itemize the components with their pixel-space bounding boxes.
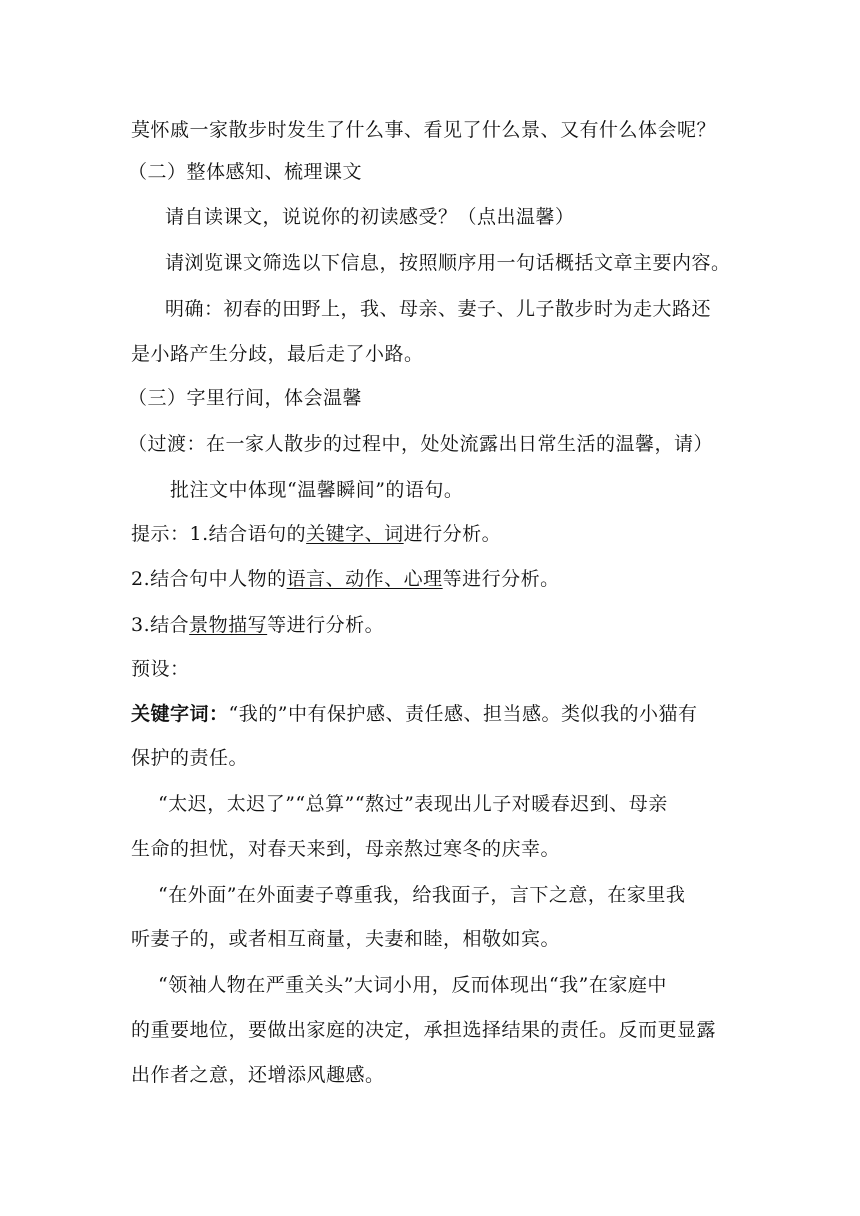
paragraph-line: 是小路产生分歧，最后走了小路。	[131, 343, 424, 365]
preset-label: 预设：	[131, 658, 190, 680]
paragraph-line: 出作者之意，还增添风趣感。	[131, 1064, 385, 1086]
hint-underlined: 景物描写	[189, 614, 268, 636]
hint-line-1	[131, 522, 501, 546]
paragraph-line: 请自读课文，说说你的初读感受？（点出温馨）	[165, 206, 575, 228]
hint-prefix: 3.结合	[131, 614, 190, 636]
hint-prefix: 2.结合句中人物的	[131, 568, 287, 590]
question-line: 莫怀戚一家散步时发生了什么事、看见了什么景、又有什么体会呢？	[131, 119, 717, 141]
paragraph-line: 批注文中体现“温馨瞬间”的语句。	[170, 479, 464, 501]
hint-line-2	[131, 567, 560, 591]
paragraph-line: “太迟，太迟了”“总算”“熬过”表现出儿子对暖春迟到、母亲	[158, 793, 668, 815]
paragraph-line: “在外面”在外面妻子尊重我，给我面子，言下之意，在家里我	[158, 884, 686, 906]
hint-underlined: 语言、动作、心理	[286, 568, 443, 590]
paragraph-line: 的重要地位，要做出家庭的决定，承担选择结果的责任。反而更显露	[131, 1019, 717, 1041]
hint-suffix: 进行分析。	[403, 523, 502, 545]
transition-line: （过渡：在一家人散步的过程中，处处流露出日常生活的温馨，请）	[128, 433, 714, 455]
paragraph-line: 请浏览课文筛选以下信息，按照顺序用一句话概括文章主要内容。	[165, 252, 731, 274]
keyword-text: “我的”中有保护感、责任感、担当感。类似我的小猫有	[228, 703, 698, 725]
keyword-label: 关键字词：	[131, 703, 229, 725]
hint-line-3	[131, 613, 384, 637]
hint-underlined: 关键字、词	[306, 523, 404, 545]
section-heading-2: （二）整体感知、梳理课文	[128, 161, 363, 183]
hint-prefix: 提示：1.结合语句的	[131, 523, 307, 545]
paragraph-line: 明确：初春的田野上，我、母亲、妻子、儿子散步时为走大路还	[165, 298, 712, 320]
paragraph-line: 生命的担忧，对春天来到，母亲熬过寒冬的庆幸。	[131, 838, 561, 860]
paragraph-line: 保护的责任。	[131, 747, 249, 769]
hint-suffix: 等进行分析。	[267, 614, 385, 636]
hint-suffix: 等进行分析。	[442, 568, 560, 590]
keyword-line	[131, 702, 697, 726]
paragraph-line: “领袖人物在严重关头”大词小用，反而体现出“我”在家庭中	[158, 974, 667, 996]
paragraph-line: 听妻子的，或者相互商量，夫妻和睦，相敬如宾。	[131, 928, 561, 950]
section-heading-3: （三）字里行间，体会温馨	[128, 387, 363, 409]
